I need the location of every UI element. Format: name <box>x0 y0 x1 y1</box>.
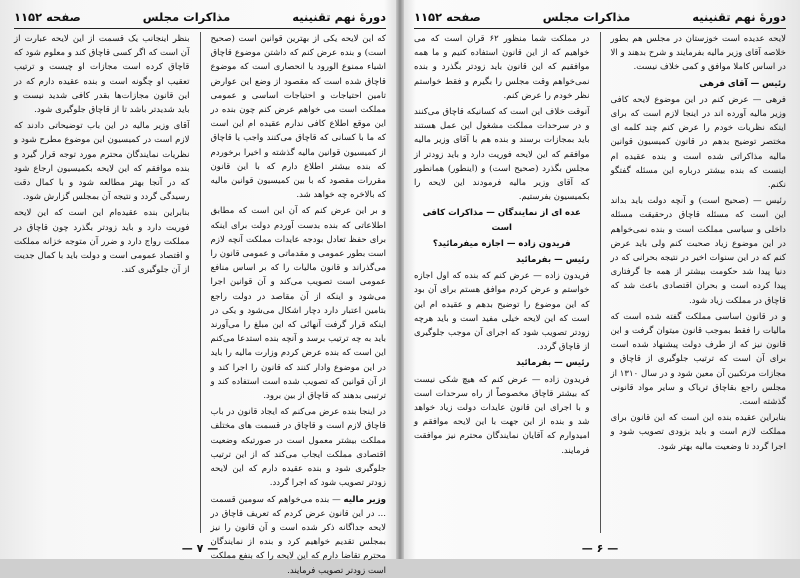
paragraph: بنابراین عقیده بنده این است که این قانون برای مملکت لازم است و باید بزودی تصویب شود و اجرا گردد تا وضعیت مالیه بهتر شود. <box>610 413 786 452</box>
header-title: مذاکرات مجلس <box>542 10 631 24</box>
paragraph: آقای وزیر مالیه در این باب توضیحاتی دادند که لازم است در کمیسیون این موضوع مطرح شود و نظریات نمایندگان محترم مورد توجه قرار گیرد و بنده موافقم که این لایحه بکمیسیون ارجاع شود که در آنجا بهتر مطالعه شود و با کمال دقت رسیدگی گردد و نتیجه آن بمجلس گزارش شود. <box>14 121 190 203</box>
page-label: صفحه ۱۱۵۲ <box>14 10 81 24</box>
speaker-line: رئیس — بفرمائید <box>516 358 590 369</box>
text-columns <box>414 32 786 533</box>
left-column <box>414 32 590 533</box>
paragraph: در اینجا بنده عرض می‌کنم که ایجاد قانون در باب قاچاق لازم است و قاچاق در قسمت های مختلف مملکت بیشتر معمول است در صورتیکه وضعیت اقتصادی مملکت ایجاب می‌کند که از این ترتیب جلوگیری شود و بنده عقیده دارم که این لایحه زودتر تصویب شود که اجرا گردد. <box>210 407 386 489</box>
page-number: — ۷ — <box>181 542 219 555</box>
paragraph: فریدون زاده — عرض کنم که بنده که اول اجازه خواستم و عرض کردم موافق هستم برای آن بود که این موضوع را توضیح بدهم و عقیده ام این است که این لایحه خیلی مفید است و باید هرچه زودتر تصویب شود که اجرای آن موجب جلوگیری از قاچاق گردد. <box>414 271 590 353</box>
right-column <box>210 32 387 576</box>
column-divider <box>200 32 201 533</box>
page-number: — ۶ — <box>581 542 619 555</box>
paragraph: وزیر مالیه — بنده می‌خواهم که سومین قسمت ... در این قانون عرض کردم که تعریف قاچاق در لایحه جداگانه ذکر شده است و آن قانون را نیز بمجلس تقدیم خواهیم کرد و بنده از نمایندگان محترم تقاضا دارم که این لایحه را که بنفع مملکت است زودتر تصویب فرمایند. <box>210 494 386 576</box>
text-columns <box>14 32 386 576</box>
left-column <box>14 32 190 533</box>
speaker-text: بنده می‌خواهم که سومین قسمت ... در این قانون عرض کردم که تعریف قاچاق در لایحه جداگانه ذکر شده است و آن قانون را نیز بمجلس تقدیم خواهیم کرد و بنده از نمایندگان محترم تقاضا دارم که این لایحه را که بنفع مملکت است زودتر تصویب فرمایند. <box>210 494 386 576</box>
paragraph: لایحه عدیده است خوزستان در مجلس هم بطور خلاصه آقای وزیر مالیه بفرمایند و شرح بدهند و الا در اساس کاملا موافق و کمی خلاف نیست. <box>610 34 786 73</box>
paragraph: فرهی — عرض کنم در این موضوع لایحه کافی وزیر مالیه آورده اند در اینجا لازم است که برای اینکه نظریات خودم را عرض کنم چند کلمه ای مختصر توضیح بدهم در قانون کمیسیون قوانین مالیه مذاکراتی شده است و بنده عقیده ام اینست که بنده بیشتر درباره این مسئله گفتگو نکنم. <box>610 94 786 191</box>
column-divider <box>600 32 601 533</box>
session-label: دورهٔ نهم تقنینیه <box>692 10 786 24</box>
right-page <box>404 0 796 559</box>
paragraph: که این لایحه یکی از بهترین قوانین است (صحیح است) و بنده عرض کنم که داشتن موضوع قاچاق اشیاء ممنوع الورود یا انحصاری است که موضوع قاچاق شده است که مقصود از وضع این عوارض تامین احتیاجات و احتیاجات اساسی و عمومی مملکت است می خواهم عرض کنم چون بنده در این موقع اطلاع کافی ندارم عقیده ام این است که ما با کسانی که قاچاق می‌کنند واجب یا قاچاق از کمیسیون قوانین مالیه گذشته و اخیرا برخوردم که بنده بیشتر اطلاع دارم که با این قانون مقررات مقصود که با بین کمیسیون قوانین مالیه که بالاخره چه خواهد شد. <box>210 34 386 201</box>
page-header <box>414 6 786 29</box>
page-label: صفحه ۱۱۵۲ <box>414 10 481 24</box>
paragraph: در مملکت شما منظور ۶۲ قران است که می خواهیم که از این قانون استفاده کنیم و ما همه موافقیم که این قانون باید زودتر بگذرد و بنده نمی‌خواهم وقت مجلس را بگیرم و فقط خواستم نظر خودم را عرض کنم. <box>414 34 590 101</box>
paragraph: و در قانون اساسی مملکت گفته شده است که مالیات را فقط بموجب قانون میتوان گرفت و این قانون نیز که از طرف دولت پیشنهاد شده است برای آن است که ترتیب جلوگیری از قاچاق و مجازات مرتکبین آن معین شود و در سال ۱۳۱۰ از مجلس راجع بقاچاق تریاک و سایر مواد قانونی گذشته است. <box>610 311 786 408</box>
speaker-line: رئیس — آقای فرهی <box>699 78 786 89</box>
paragraph: بنظر اینجانب یک قسمت از این لایحه عبارت از آن است که اگر کسی قاچاق کند و معلوم شود که قاچاق کرده است مجازات او چیست و ترتیب تعقیب او چگونه است و بنده عقیده دارم که در این قانون مجازات‌ها بقدر کافی شدید نیست و باید شدیدتر باشد تا از قاچاق جلوگیری شود. <box>14 34 190 116</box>
speaker-line: فریدون زاده — اجازه میفرمائید؟ <box>432 238 571 249</box>
left-page <box>4 0 396 576</box>
paragraph: رئیس — (صحیح است) و آنچه دولت باید بداند این است که مسئله قاچاق درحقیقت مسئله داخلی و سیاسی مملکت است و بنده نمی‌خواهم در این موضوع زیاد صحبت کنم ولی باید عرض کنم که در این سنوات اخیر در نتیجه بحرانی که در دنیا پیدا شد حکومت بیشتر از همه جا گرفتاری پیدا کرده است و بحران اقتصادی باعث شد که قاچاق در مملکت زیاد شود. <box>610 196 786 306</box>
speaker-name: وزیر مالیه <box>343 494 386 505</box>
paragraph: بنابراین بنده عقیده‌ام این است که این لایحه فوریت دارد و باید زودتر بگذرد چون قاچاق در مملکت رواج دارد و ضرر آن متوجه خزانه مملکت و اقتصاد عمومی است و دولت باید با کمال جدیت از آن جلوگیری کند. <box>14 208 190 276</box>
session-label: دورهٔ نهم تقنینیه <box>292 10 386 24</box>
book-gutter <box>396 0 404 559</box>
speaker-line: رئیس — بفرمائید <box>516 255 590 266</box>
speaker-line: عده ای از نمایندگان — مذاکرات کافی است <box>422 208 581 233</box>
page-header <box>14 6 386 29</box>
header-title: مذاکرات مجلس <box>142 10 231 24</box>
right-column <box>611 32 787 533</box>
paragraph: فریدون زاده — عرض کنم که هیچ شکی نیست که بیشتر قاچاق مخصوصاً از راه سرحدات است و با اجرای این قانون عایدات دولت زیاد خواهد شد و بنده از این جهت با این لایحه موافقم و امیدوارم که آقایان نمایندگان محترم نیز موافقت فرمایند. <box>414 374 590 456</box>
paragraph: آنوقت خلاف این است که کسانیکه قاچاق می‌کنند و در سرحدات مملکت مشغول این عمل هستند باید بمجازات برسند و بنده هم با آقای وزیر مالیه موافقم که این لایحه فوریت دارد و باید زودتر از مجلس بگذرد (صحیح است) و (اینطور) همانطور که آقای وزیر مالیه فرمودند این لایحه را بکمیسیون بفرستیم. <box>414 107 590 203</box>
paragraph: و بر این عرض کنم که آن این است که مطابق اطلاعاتی که بنده بدست آوردم دولت برای اینکه برای حفظ تعادل بودجه عایدات مملکت آنچه لازم است بطور عمومی و مقدماتی و عمومی قانون را می‌گذراند و قانون مالیات را که بر اساس منافع عمومی است تصویب می‌کند و آن قوانین اجرا می‌شود و اینکه از آن مقاصد در دولت راجع بتامین اعتبار دارد دچار اشکال می‌شود و یکی در اینکه قرار گرفت آنهائی که این مبلغ را می‌آورند باید به چه ترتیب برسد و آنچه بنده استدعا می‌کنم این است که بنده عرض کردم وزارت مالیه را باید در این موضوع وادار کنند که قانون را اجرا کند و از آن قوانین که تصویب شده است استفاده کند و ترتیبی بدهند که قاچاق از بین برود. <box>210 206 386 402</box>
